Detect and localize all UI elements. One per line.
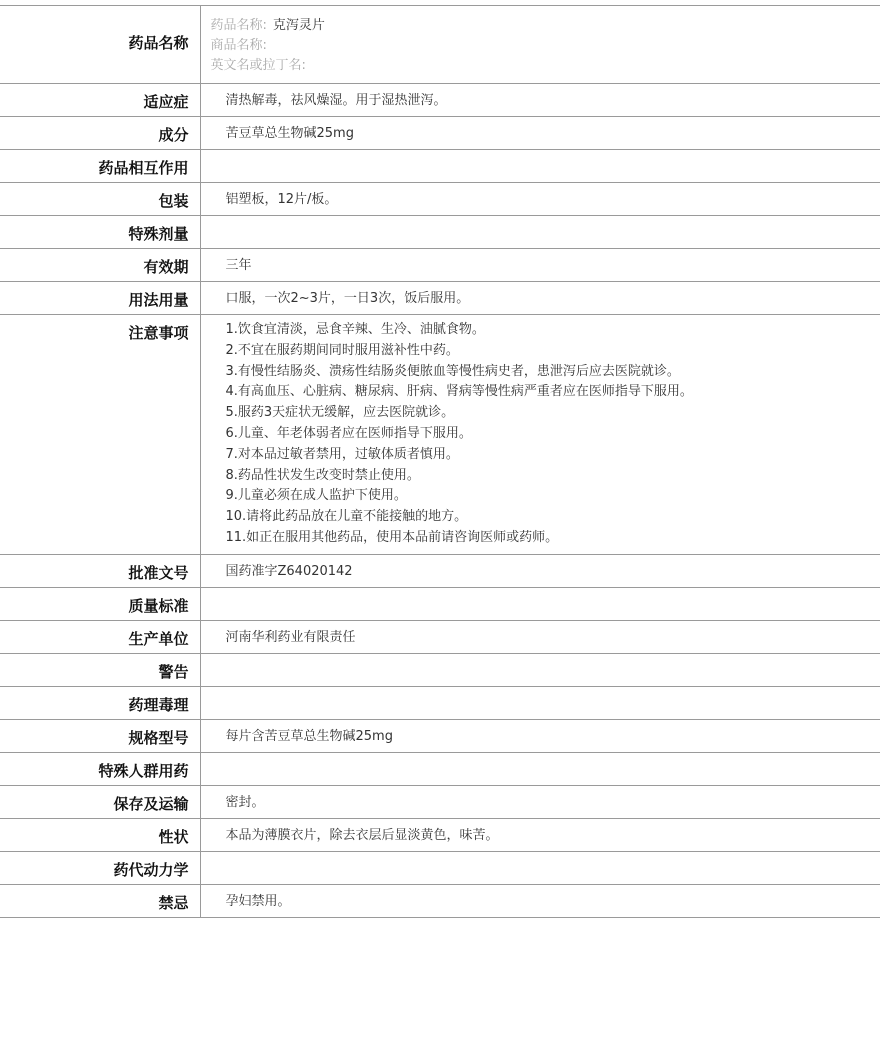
label-special-population: 特殊人群用药 (0, 752, 200, 785)
label-pharmacokinetics: 药代动力学 (0, 851, 200, 884)
value-storage: 密封。 (200, 785, 880, 818)
precaution-item: 9.儿童必须在成人监护下使用。 (225, 488, 407, 504)
label-pharmacology: 药理毒理 (0, 686, 200, 719)
row-drug-name (0, 6, 880, 84)
value-manufacturer: 河南华利药业有限责任 (200, 620, 880, 653)
precaution-item: 8.药品性状发生改变时禁止使用。 (225, 467, 420, 483)
row-pharmacokinetics (0, 851, 880, 884)
value-packaging: 铝塑板，12片/板。 (200, 183, 880, 216)
label-precautions: 注意事项 (0, 315, 200, 555)
label-special-dosage: 特殊剂量 (0, 216, 200, 249)
label-specification: 规格型号 (0, 719, 200, 752)
precaution-item: 3.有慢性结肠炎、溃疡性结肠炎便脓血等慢性病史者，患泄泻后应去医院就诊。 (225, 363, 680, 379)
value-contraindications: 孕妇禁用。 (200, 884, 880, 917)
label-validity: 有效期 (0, 249, 200, 282)
drug-name-line (211, 16, 873, 36)
row-storage (0, 785, 880, 818)
row-description (0, 818, 880, 851)
precaution-item: 2.不宜在服药期间同时服用滋补性中药。 (225, 342, 459, 358)
row-usage (0, 282, 880, 315)
precaution-item: 5.服药3天症状无缓解，应去医院就诊。 (225, 405, 455, 421)
row-indications (0, 84, 880, 117)
value-ingredients: 苦豆草总生物碱25mg (200, 117, 880, 150)
label-description: 性状 (0, 818, 200, 851)
row-approval-no (0, 554, 880, 587)
value-pharmacology (200, 686, 880, 719)
row-contraindications (0, 884, 880, 917)
trade-name-line (211, 36, 873, 56)
label-contraindications: 禁忌 (0, 884, 200, 917)
row-precautions (0, 315, 880, 555)
label-usage: 用法用量 (0, 282, 200, 315)
row-special-dosage (0, 216, 880, 249)
english-name-line (211, 56, 873, 76)
value-approval-no: 国药准字Z64020142 (200, 554, 880, 587)
label-ingredients: 成分 (0, 117, 200, 150)
row-pharmacology (0, 686, 880, 719)
label-storage: 保存及运输 (0, 785, 200, 818)
value-validity: 三年 (200, 249, 880, 282)
value-quality-standard (200, 587, 880, 620)
precaution-item: 10.请将此药品放在儿童不能接触的地方。 (225, 509, 468, 525)
precaution-item: 1.饮食宜清淡，忌食辛辣、生冷、油腻食物。 (225, 322, 485, 337)
row-quality-standard (0, 587, 880, 620)
drug-info-table (0, 5, 880, 918)
label-drug-name: 药品名称 (0, 6, 200, 84)
row-ingredients (0, 117, 880, 150)
value-interactions (200, 150, 880, 183)
value-drug-name-block (200, 6, 880, 84)
english-name-prefix: 英文名或拉丁名: (210, 58, 306, 73)
value-indications: 清热解毒，祛风燥湿。用于湿热泄泻。 (200, 84, 880, 117)
label-approval-no: 批准文号 (0, 554, 200, 587)
drug-name-prefix: 药品名称: (210, 18, 267, 33)
precaution-item: 11.如正在服用其他药品，使用本品前请咨询医师或药师。 (225, 529, 559, 545)
row-packaging (0, 183, 880, 216)
value-precautions (200, 315, 880, 555)
drug-name-value: 克泻灵片 (272, 18, 325, 33)
label-manufacturer: 生产单位 (0, 620, 200, 653)
label-quality-standard: 质量标准 (0, 587, 200, 620)
trade-name-prefix: 商品名称: (210, 38, 267, 53)
label-packaging: 包装 (0, 183, 200, 216)
value-special-dosage (200, 216, 880, 249)
label-indications: 适应症 (0, 84, 200, 117)
row-interactions (0, 150, 880, 183)
row-special-population (0, 752, 880, 785)
precaution-item: 7.对本品过敏者禁用，过敏体质者慎用。 (225, 446, 459, 462)
value-warning (200, 653, 880, 686)
value-description: 本品为薄膜衣片，除去衣层后显淡黄色，味苦。 (200, 818, 880, 851)
row-warning (0, 653, 880, 686)
precaution-item: 4.有高血压、心脏病、糖尿病、肝病、肾病等慢性病严重者应在医师指导下服用。 (225, 384, 693, 400)
row-validity (0, 249, 880, 282)
drug-info-sheet (0, 5, 880, 918)
row-specification (0, 719, 880, 752)
row-manufacturer (0, 620, 880, 653)
value-specification: 每片含苦豆草总生物碱25mg (200, 719, 880, 752)
precaution-item: 6.儿童、年老体弱者应在医师指导下服用。 (225, 425, 472, 441)
label-warning: 警告 (0, 653, 200, 686)
value-special-population (200, 752, 880, 785)
value-pharmacokinetics (200, 851, 880, 884)
label-interactions: 药品相互作用 (0, 150, 200, 183)
value-usage: 口服，一次2~3片，一日3次，饭后服用。 (200, 282, 880, 315)
